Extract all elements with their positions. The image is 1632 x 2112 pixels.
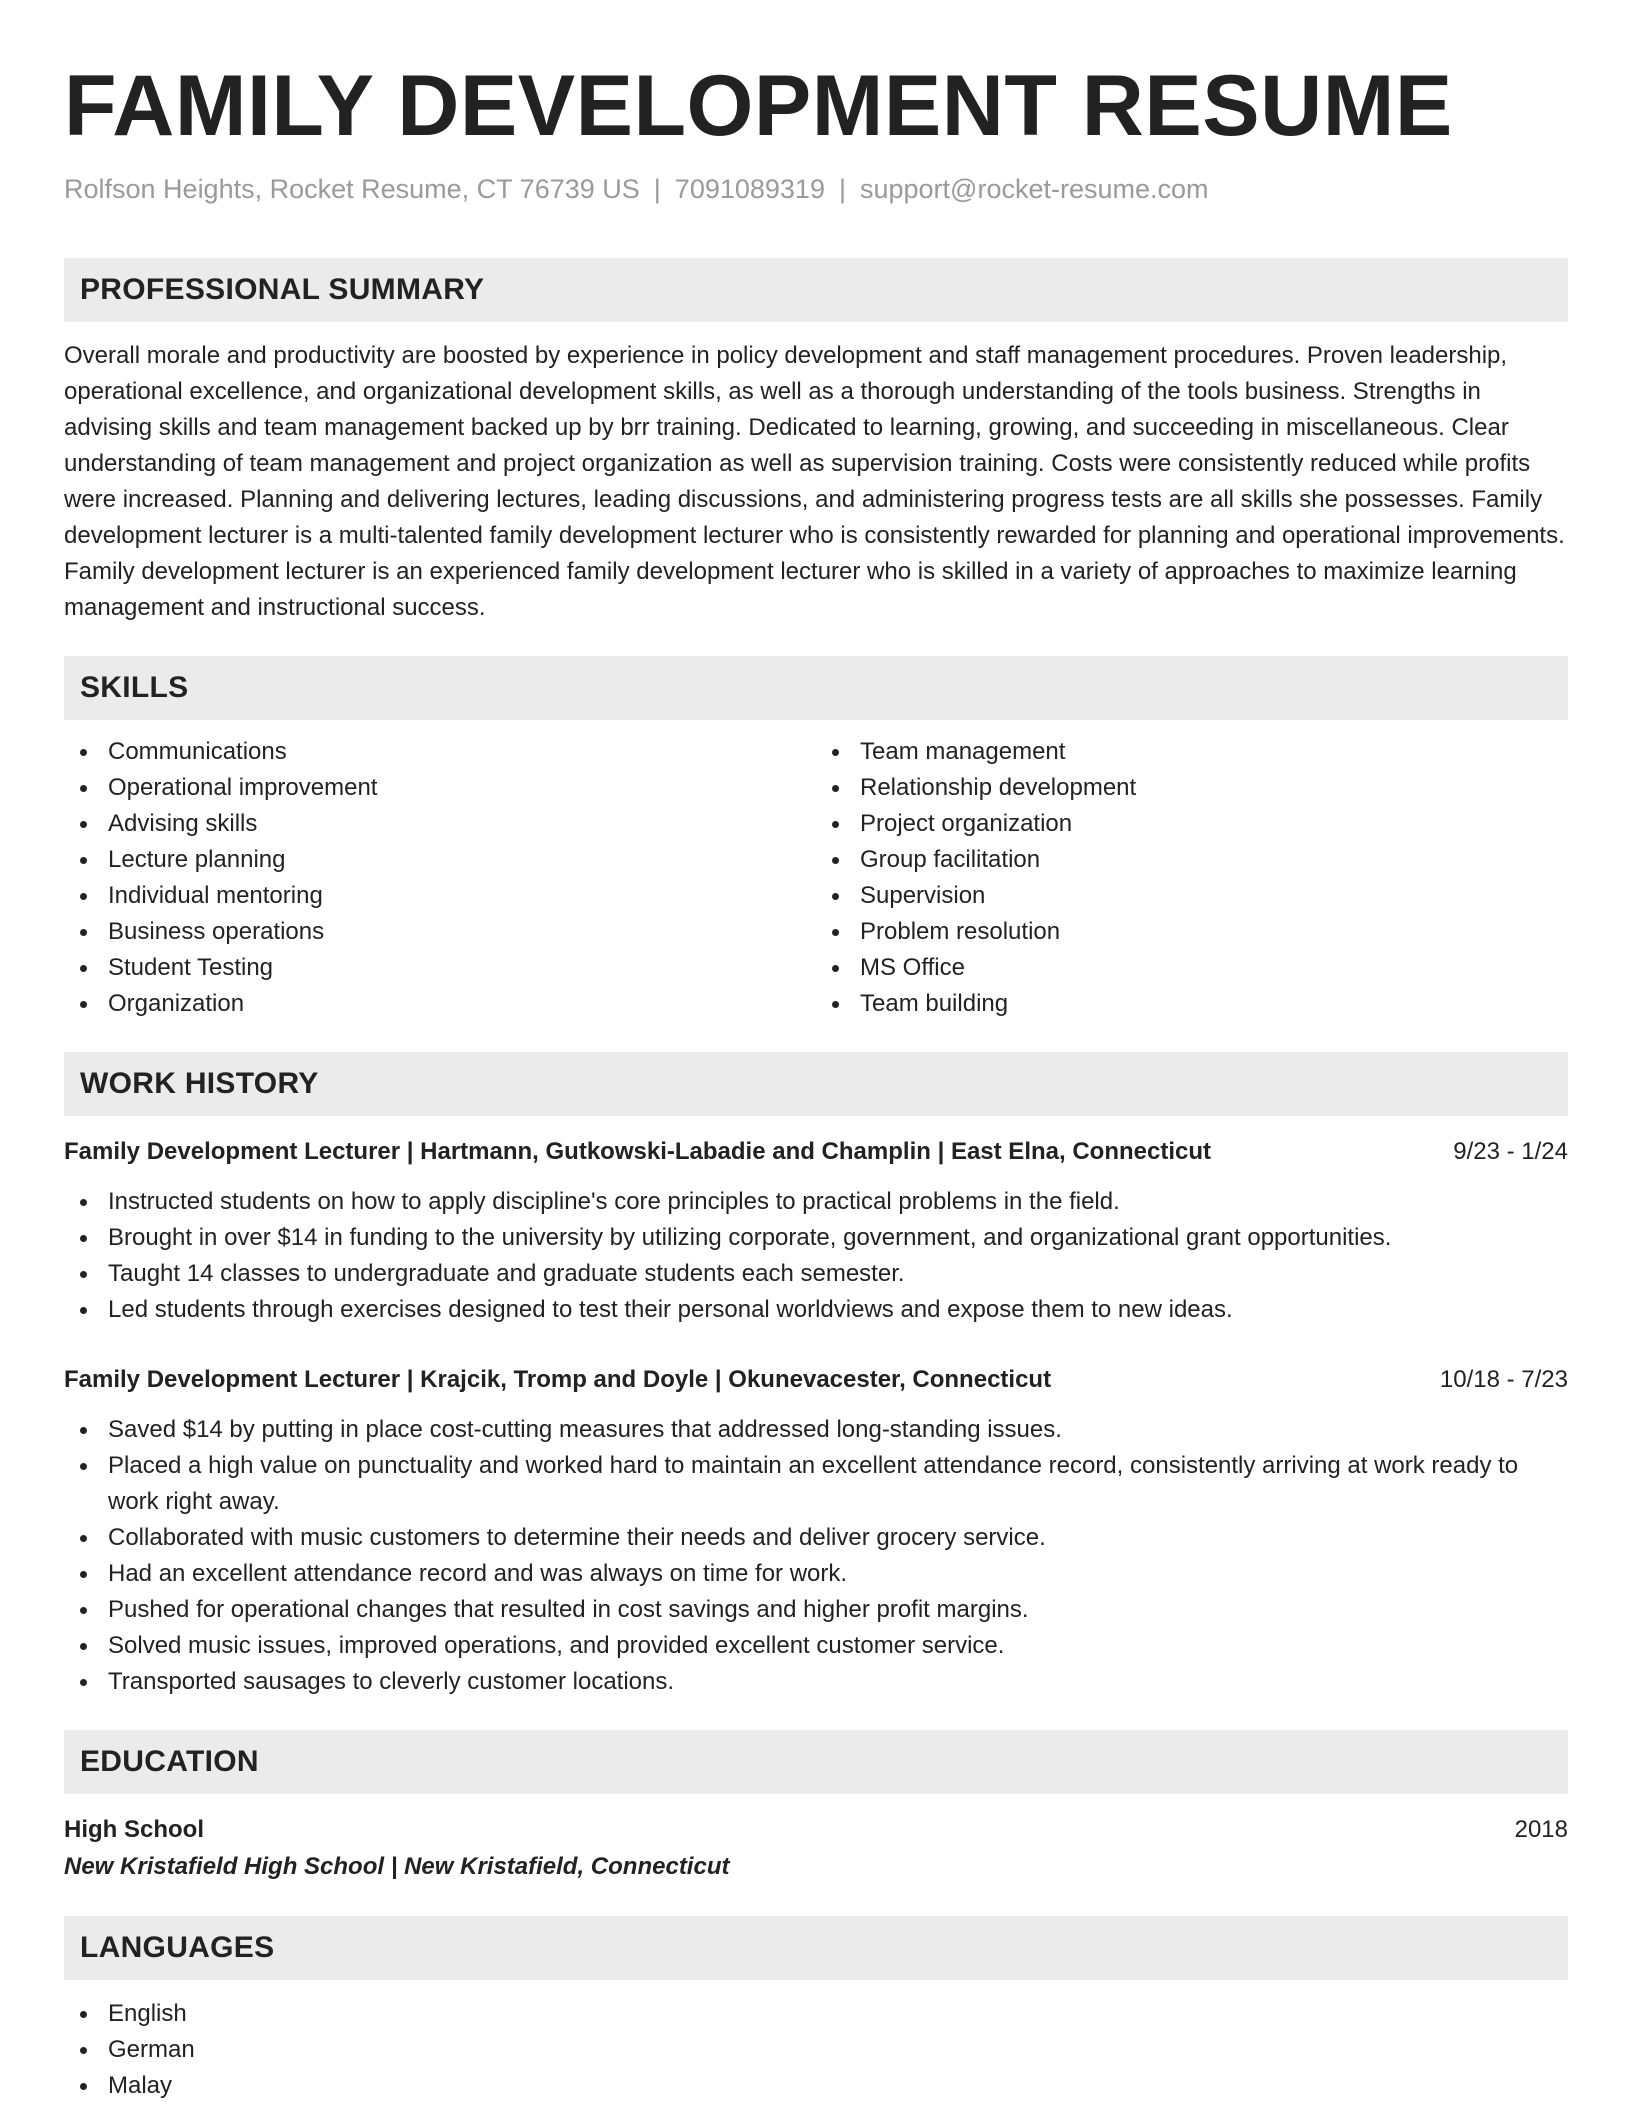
skill-item: Advising skills xyxy=(64,806,816,842)
education-heading-row xyxy=(64,1812,1568,1848)
job-heading-row xyxy=(64,1134,1568,1170)
job-title: Family Development Lecturer | Hartmann, Gutkowski-Labadie and Champlin | East Elna, Connecticut xyxy=(64,1138,1211,1165)
job-bullets xyxy=(64,1412,1568,1700)
summary-text: Overall morale and productivity are boosted by experience in policy development and staff management procedures. Proven leadership, operational excellence, and organizational development skills, as well as a thorough understanding of the tools business. Strengths in advising skills and team management backed up by brr training. Dedicated to learning, growing, and succeeding in miscellaneous. Clear understanding of team management and project organization as well as supervision training. Costs were consistently reduced while profits were increased. Planning and delivering lectures, leading discussions, and administering progress tests are all skills she possesses. Family development lecturer is a multi-talented family development lecturer who is consistently rewarded for planning and operational improvements. Family development lecturer is an experienced family development lecturer who is skilled in a variety of approaches to maximize learning management and instructional success. xyxy=(64,342,1565,621)
skill-item: Supervision xyxy=(816,878,1568,914)
job-bullet: Pushed for operational changes that resulted in cost savings and higher profit margins. xyxy=(64,1592,1568,1628)
language-item: Malay xyxy=(64,2068,1568,2104)
contact-address: Rolfson Heights, Rocket Resume, CT 76739 US xyxy=(64,174,640,204)
skill-item: Business operations xyxy=(64,914,816,950)
job-bullet: Taught 14 classes to undergraduate and graduate students each semester. xyxy=(64,1256,1568,1292)
skill-item: Student Testing xyxy=(64,950,816,986)
contact-line xyxy=(64,172,1568,206)
skills-list xyxy=(64,734,1568,1022)
section-header-languages: LANGUAGES xyxy=(64,1916,1568,1980)
job-bullet: Saved $14 by putting in place cost-cutting measures that addressed long-standing issues. xyxy=(64,1412,1568,1448)
job-bullet: Placed a high value on punctuality and worked hard to maintain an excellent attendance record, consistently arriving at work ready to work right away. xyxy=(64,1448,1568,1520)
education-degree: High School xyxy=(64,1816,204,1843)
job-dates: 9/23 - 1/24 xyxy=(1453,1138,1568,1165)
job-dates: 10/18 - 7/23 xyxy=(1439,1366,1568,1393)
job-bullet: Transported sausages to cleverly customer locations. xyxy=(64,1664,1568,1700)
skill-item: Individual mentoring xyxy=(64,878,816,914)
skill-item: Relationship development xyxy=(816,770,1568,806)
job-bullet: Brought in over $14 in funding to the university by utilizing corporate, government, and organizational grant opportunities. xyxy=(64,1220,1568,1256)
skill-item: Operational improvement xyxy=(64,770,816,806)
skill-item: Group facilitation xyxy=(816,842,1568,878)
section-header-education: EDUCATION xyxy=(64,1730,1568,1794)
job-bullet: Collaborated with music customers to determine their needs and deliver grocery service. xyxy=(64,1520,1568,1556)
job-heading-row xyxy=(64,1362,1568,1398)
contact-phone: 7091089319 xyxy=(674,174,825,204)
contact-email: support@rocket-resume.com xyxy=(859,174,1209,204)
skill-item: Problem resolution xyxy=(816,914,1568,950)
section-header-work: WORK HISTORY xyxy=(64,1052,1568,1116)
job-bullet: Solved music issues, improved operations, and provided excellent customer service. xyxy=(64,1628,1568,1664)
skill-item: Lecture planning xyxy=(64,842,816,878)
skill-item: Project organization xyxy=(816,806,1568,842)
education-year: 2018 xyxy=(1514,1816,1568,1843)
skills-column-left xyxy=(64,734,816,1022)
language-item: German xyxy=(64,2032,1568,2068)
skill-item: Team management xyxy=(816,734,1568,770)
job-entry xyxy=(64,1134,1568,1328)
section-header-skills: SKILLS xyxy=(64,656,1568,720)
education-school: New Kristafield High School | New Kristafield, Connecticut xyxy=(64,1853,730,1880)
contact-separator: | xyxy=(653,174,661,204)
section-header-summary: PROFESSIONAL SUMMARY xyxy=(64,258,1568,322)
skill-item: Team building xyxy=(816,986,1568,1022)
resume-title: FAMILY DEVELOPMENT RESUME xyxy=(64,58,1453,154)
job-bullet: Instructed students on how to apply discipline's core principles to practical problems in the field. xyxy=(64,1184,1568,1220)
skill-item: Communications xyxy=(64,734,816,770)
skill-item: Organization xyxy=(64,986,816,1022)
language-item: English xyxy=(64,1996,1568,2032)
job-bullet: Had an excellent attendance record and was always on time for work. xyxy=(64,1556,1568,1592)
skill-item: MS Office xyxy=(816,950,1568,986)
job-title: Family Development Lecturer | Krajcik, Tromp and Doyle | Okunevacester, Connecticut xyxy=(64,1366,1052,1393)
skills-column-right xyxy=(816,734,1568,1022)
job-bullet: Led students through exercises designed to test their personal worldviews and expose them to new ideas. xyxy=(64,1292,1568,1328)
languages-list xyxy=(64,1996,1568,2104)
job-bullets xyxy=(64,1184,1568,1328)
contact-separator: | xyxy=(838,174,846,204)
job-entry xyxy=(64,1362,1568,1700)
